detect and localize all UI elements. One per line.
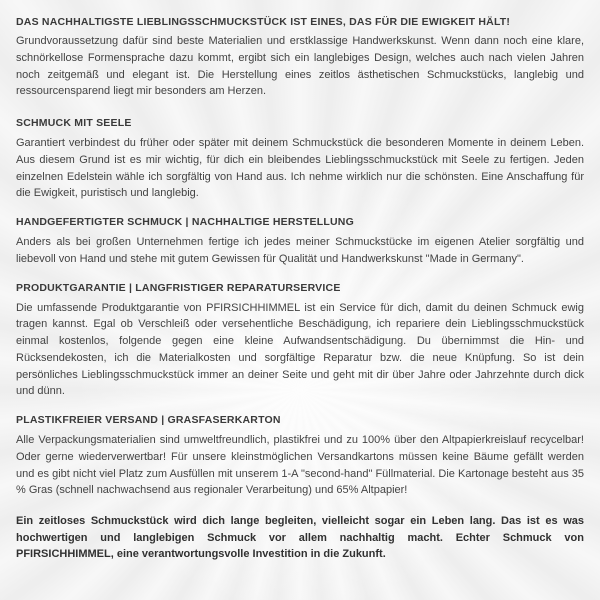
section-nachhaltigstes-lieblingsschmuckstueck (16, 16, 584, 100)
section-body: Alle Verpackungsmaterialien sind umweltfreundlich, plastikfrei und zu 100% über den Altpapierkreislauf recycelbar! Oder gerne wiederverwertbar! Für unsere kleinstmöglichen Versandkartons müssen keine Bäume gefällt werden und es gibt nicht viel Platz zum Ausfüllen mit unserem 1-A "second-hand" Füllmaterial. Die Kartonage besteht aus 35 % Gras (schnell nachwachsend aus regionaler Verarbeitung) und 65% Altpapier! (16, 434, 584, 497)
section-heading: SCHMUCK MIT SEELE (16, 117, 132, 129)
closing-statement: Ein zeitloses Schmuckstück wird dich lange begleiten, vielleicht sogar ein Leben lang. Das ist es was hochwertigen und langlebigen Schmuck vor allem nachhaltig macht. Echter Schmuck von PFIRSICHHIMMEL, eine verantwortungsvolle Investition in die Zukunft. (16, 515, 584, 561)
section-heading: PRODUKTGARANTIE | LANGFRISTIGER REPARATURSERVICE (16, 281, 341, 294)
document-content (16, 16, 584, 563)
section-heading: DAS NACHHALTIGSTE LIEBLINGSSCHMUCKSTÜCK IST EINES, DAS FÜR DIE EWIGKEIT HÄLT! (16, 16, 511, 28)
section-produktgarantie (16, 282, 584, 400)
section-heading: HANDGEFERTIGTER SCHMUCK | NACHHALTIGE HERSTELLUNG (16, 216, 354, 228)
section-body: Anders als bei großen Unternehmen fertige ich jedes meiner Schmuckstücke im eigenen Atelier sorgfältig und liebevoll von Hand und stehe mit gutem Gewissen für Qualität und Handwerkskunst "Made in Germany". (16, 236, 584, 265)
section-body: Grundvoraussetzung dafür sind beste Materialien und erstklassige Handwerkskunst. Wenn dann noch eine klare, schnörkellose Formensprache dazu kommt, ergibt sich ein langlebiges Design, welches auch nach vielen Jahren noch zeitgemäß und elegant ist. Die Herstellung eines zeitlos ästhetischen Schmuckstücks, langlebig und ressourcensparend liegt mir besonders am Herzen. (16, 35, 584, 98)
section-plastikfreier-versand (16, 414, 584, 499)
section-handgefertigter-schmuck (16, 216, 584, 268)
section-body: Garantiert verbindest du früher oder später mit deinem Schmuckstück die besonderen Momente in deinem Leben. Aus diesem Grund ist es mir wichtig, für dich ein bleibendes Lieblingsschmuckstück mit Seele zu fertigen. Jeden einzelnen Edelstein wähle ich sorgfältig von Hand aus. Ich nehme wirklich nur die schönsten. Eine Anschaffung für die Ewigkeit, puristisch und langlebig. (16, 137, 584, 200)
section-schmuck-mit-seele (16, 117, 584, 202)
section-body: Die umfassende Produktgarantie von PFIRSICHHIMMEL ist ein Service für dich, damit du deinen Schmuck ewig tragen kannst. Egal ob Verschleiß oder versehentliche Beschädigung, ich repariere dein Lieblingsschmuckstück einmal kostenlos, folgende gegen eine kleine Aufwandsentschädigung. Du übernimmst die Hin- und Rücksendekosten, ich die Materialkosten und sorgfältige Reparatur bzw. die neue Knüpfung. So ist dein persönliches Lieblingsschmuckstück immer an deiner Seite und geht mit dir über Jahre oder Jahrzehnte durch dick und dünn. (16, 301, 584, 398)
section-heading: PLASTIKFREIER VERSAND | GRASFASERKARTON (16, 414, 281, 426)
